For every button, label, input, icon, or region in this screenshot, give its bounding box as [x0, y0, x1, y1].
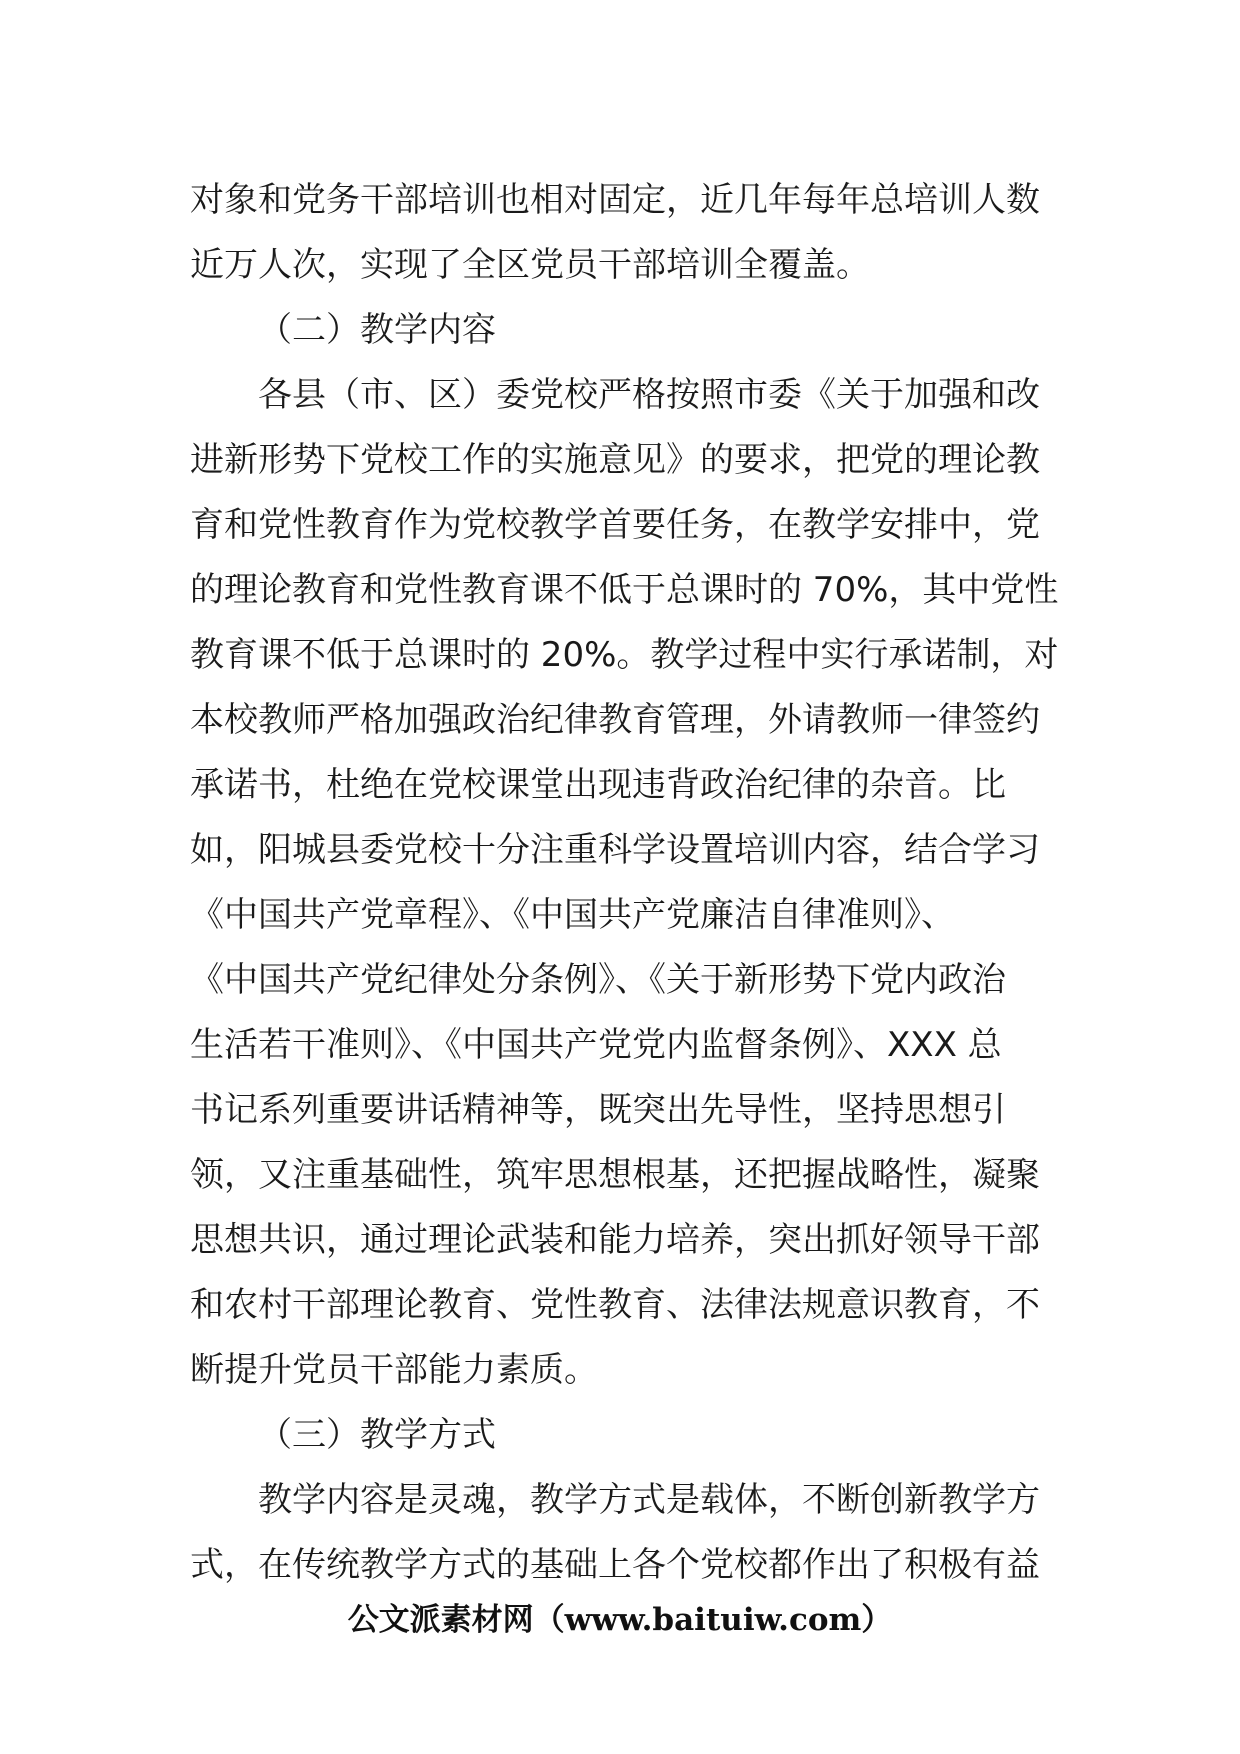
text-line: 本校教师严格加强政治纪律教育管理，外请教师一律签约 — [190, 700, 1040, 740]
text-line: 式，在传统教学方式的基础上各个党校都作出了积极有益 — [190, 1545, 1040, 1585]
section-heading: （二）教学内容 — [258, 310, 496, 350]
text-line: 近万人次，实现了全区党员干部培训全覆盖。 — [190, 245, 870, 285]
text-line: 进新形势下党校工作的实施意见》的要求，把党的理论教 — [190, 440, 1040, 480]
text-line: 对象和党务干部培训也相对固定，近几年每年总培训人数 — [190, 180, 1040, 220]
text-line: 生活若干准则》、《中国共产党党内监督条例》、XXX 总 — [190, 1025, 1002, 1065]
text-line: 承诺书，杜绝在党校课堂出现违背政治纪律的杂音。比 — [190, 765, 1006, 805]
text-line: 教育课不低于总课时的 20%。教学过程中实行承诺制，对 — [190, 635, 1059, 675]
text-line: 如，阳城县委党校十分注重科学设置培训内容，结合学习 — [190, 830, 1040, 870]
body-text — [190, 168, 1060, 1598]
footer-watermark: 公文派素材网（www.baituiw.com） — [347, 1602, 893, 1638]
text-line: 书记系列重要讲话精神等，既突出先导性，坚持思想引 — [190, 1090, 1006, 1130]
section-heading: （三）教学方式 — [258, 1415, 496, 1455]
text-line: 的理论教育和党性教育课不低于总课时的 70%，其中党性 — [190, 570, 1059, 610]
text-line: 《中国共产党章程》、《中国共产党廉洁自律准则》、 — [190, 895, 955, 935]
text-line: 和农村干部理论教育、党性教育、法律法规意识教育，不 — [190, 1285, 1040, 1325]
text-line: 领，又注重基础性，筑牢思想根基，还把握战略性，凝聚 — [190, 1155, 1040, 1195]
text-line: 各县（市、区）委党校严格按照市委《关于加强和改 — [258, 375, 1040, 415]
text-line: 教学内容是灵魂，教学方式是载体，不断创新教学方 — [258, 1480, 1040, 1520]
text-line: 《中国共产党纪律处分条例》、《关于新形势下党内政治 — [190, 960, 1006, 1000]
text-line: 断提升党员干部能力素质。 — [190, 1350, 598, 1390]
text-line: 育和党性教育作为党校教学首要任务，在教学安排中，党 — [190, 505, 1040, 545]
text-line: 思想共识，通过理论武装和能力培养，突出抓好领导干部 — [190, 1220, 1040, 1260]
